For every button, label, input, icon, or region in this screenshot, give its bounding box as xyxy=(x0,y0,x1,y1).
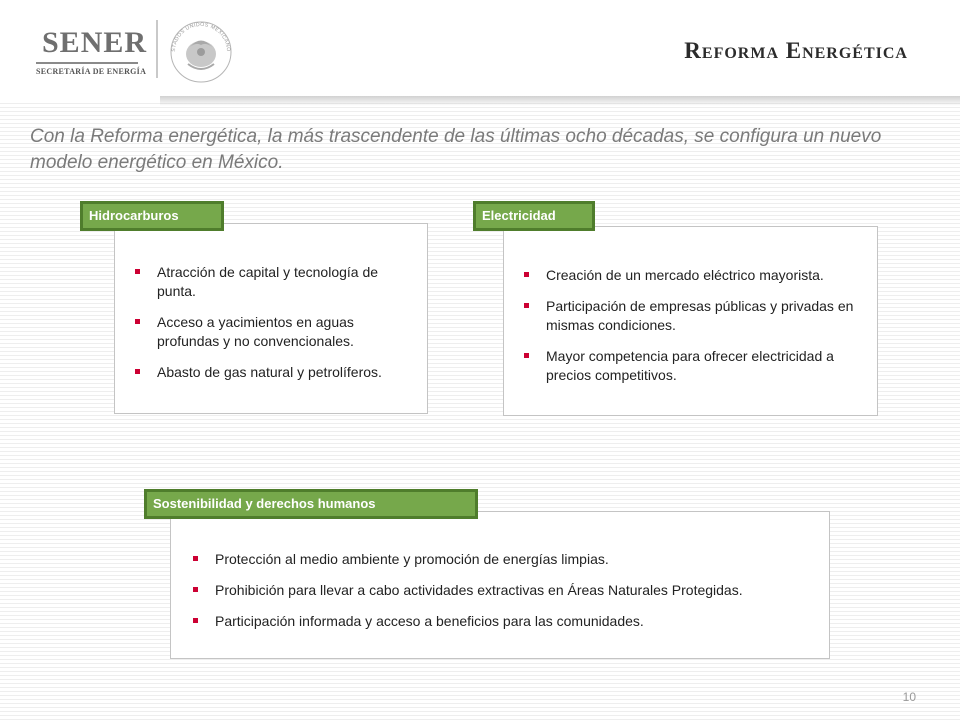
intro-text: Con la Reforma energética, la más trascendente de las últimas ocho décadas, se configura un nuevo modelo energético en México. xyxy=(30,126,882,173)
slide-title: Reforma Energética xyxy=(684,38,908,63)
list-item: Participación de empresas públicas y privadas en mismas condiciones. xyxy=(524,297,864,335)
list-item: Abasto de gas natural y petrolíferos. xyxy=(135,363,420,382)
list-item: Prohibición para llevar a cabo actividades extractivas en Áreas Naturales Protegidas. xyxy=(193,581,813,600)
list-item: Participación informada y acceso a beneficios para las comunidades. xyxy=(193,612,813,631)
sener-logo-subtitle: SECRETARÍA DE ENERGÍA xyxy=(36,67,147,76)
electricidad-panel xyxy=(503,226,878,416)
seal-caption: STADOS UNIDOS MEXICANO xyxy=(170,21,232,53)
sostenibilidad-list xyxy=(193,550,813,643)
slide-header xyxy=(0,0,960,100)
list-item: Creación de un mercado eléctrico mayorista. xyxy=(524,266,864,285)
logo-rule xyxy=(36,62,138,64)
list-item: Protección al medio ambiente y promoción de energías limpias. xyxy=(193,550,813,569)
sostenibilidad-panel xyxy=(170,511,830,659)
header-shadow xyxy=(160,96,960,106)
hidrocarburos-list xyxy=(135,263,420,394)
page-number: 10 xyxy=(902,690,916,704)
list-item: Atracción de capital y tecnología de punta. xyxy=(135,263,420,301)
electricidad-list xyxy=(524,266,864,397)
logo-divider xyxy=(156,20,158,78)
list-item: Mayor competencia para ofrecer electricidad a precios competitivos. xyxy=(524,347,864,385)
hidrocarburos-panel xyxy=(114,223,428,414)
sener-logo-text: SENER xyxy=(42,26,148,59)
list-item: Acceso a yacimientos en aguas profundas y no convencionales. xyxy=(135,313,420,351)
mexico-seal-icon xyxy=(166,14,236,84)
hidrocarburos-tab: Hidrocarburos xyxy=(80,201,224,231)
sostenibilidad-tab: Sostenibilidad y derechos humanos xyxy=(144,489,478,519)
electricidad-tab: Electricidad xyxy=(473,201,595,231)
